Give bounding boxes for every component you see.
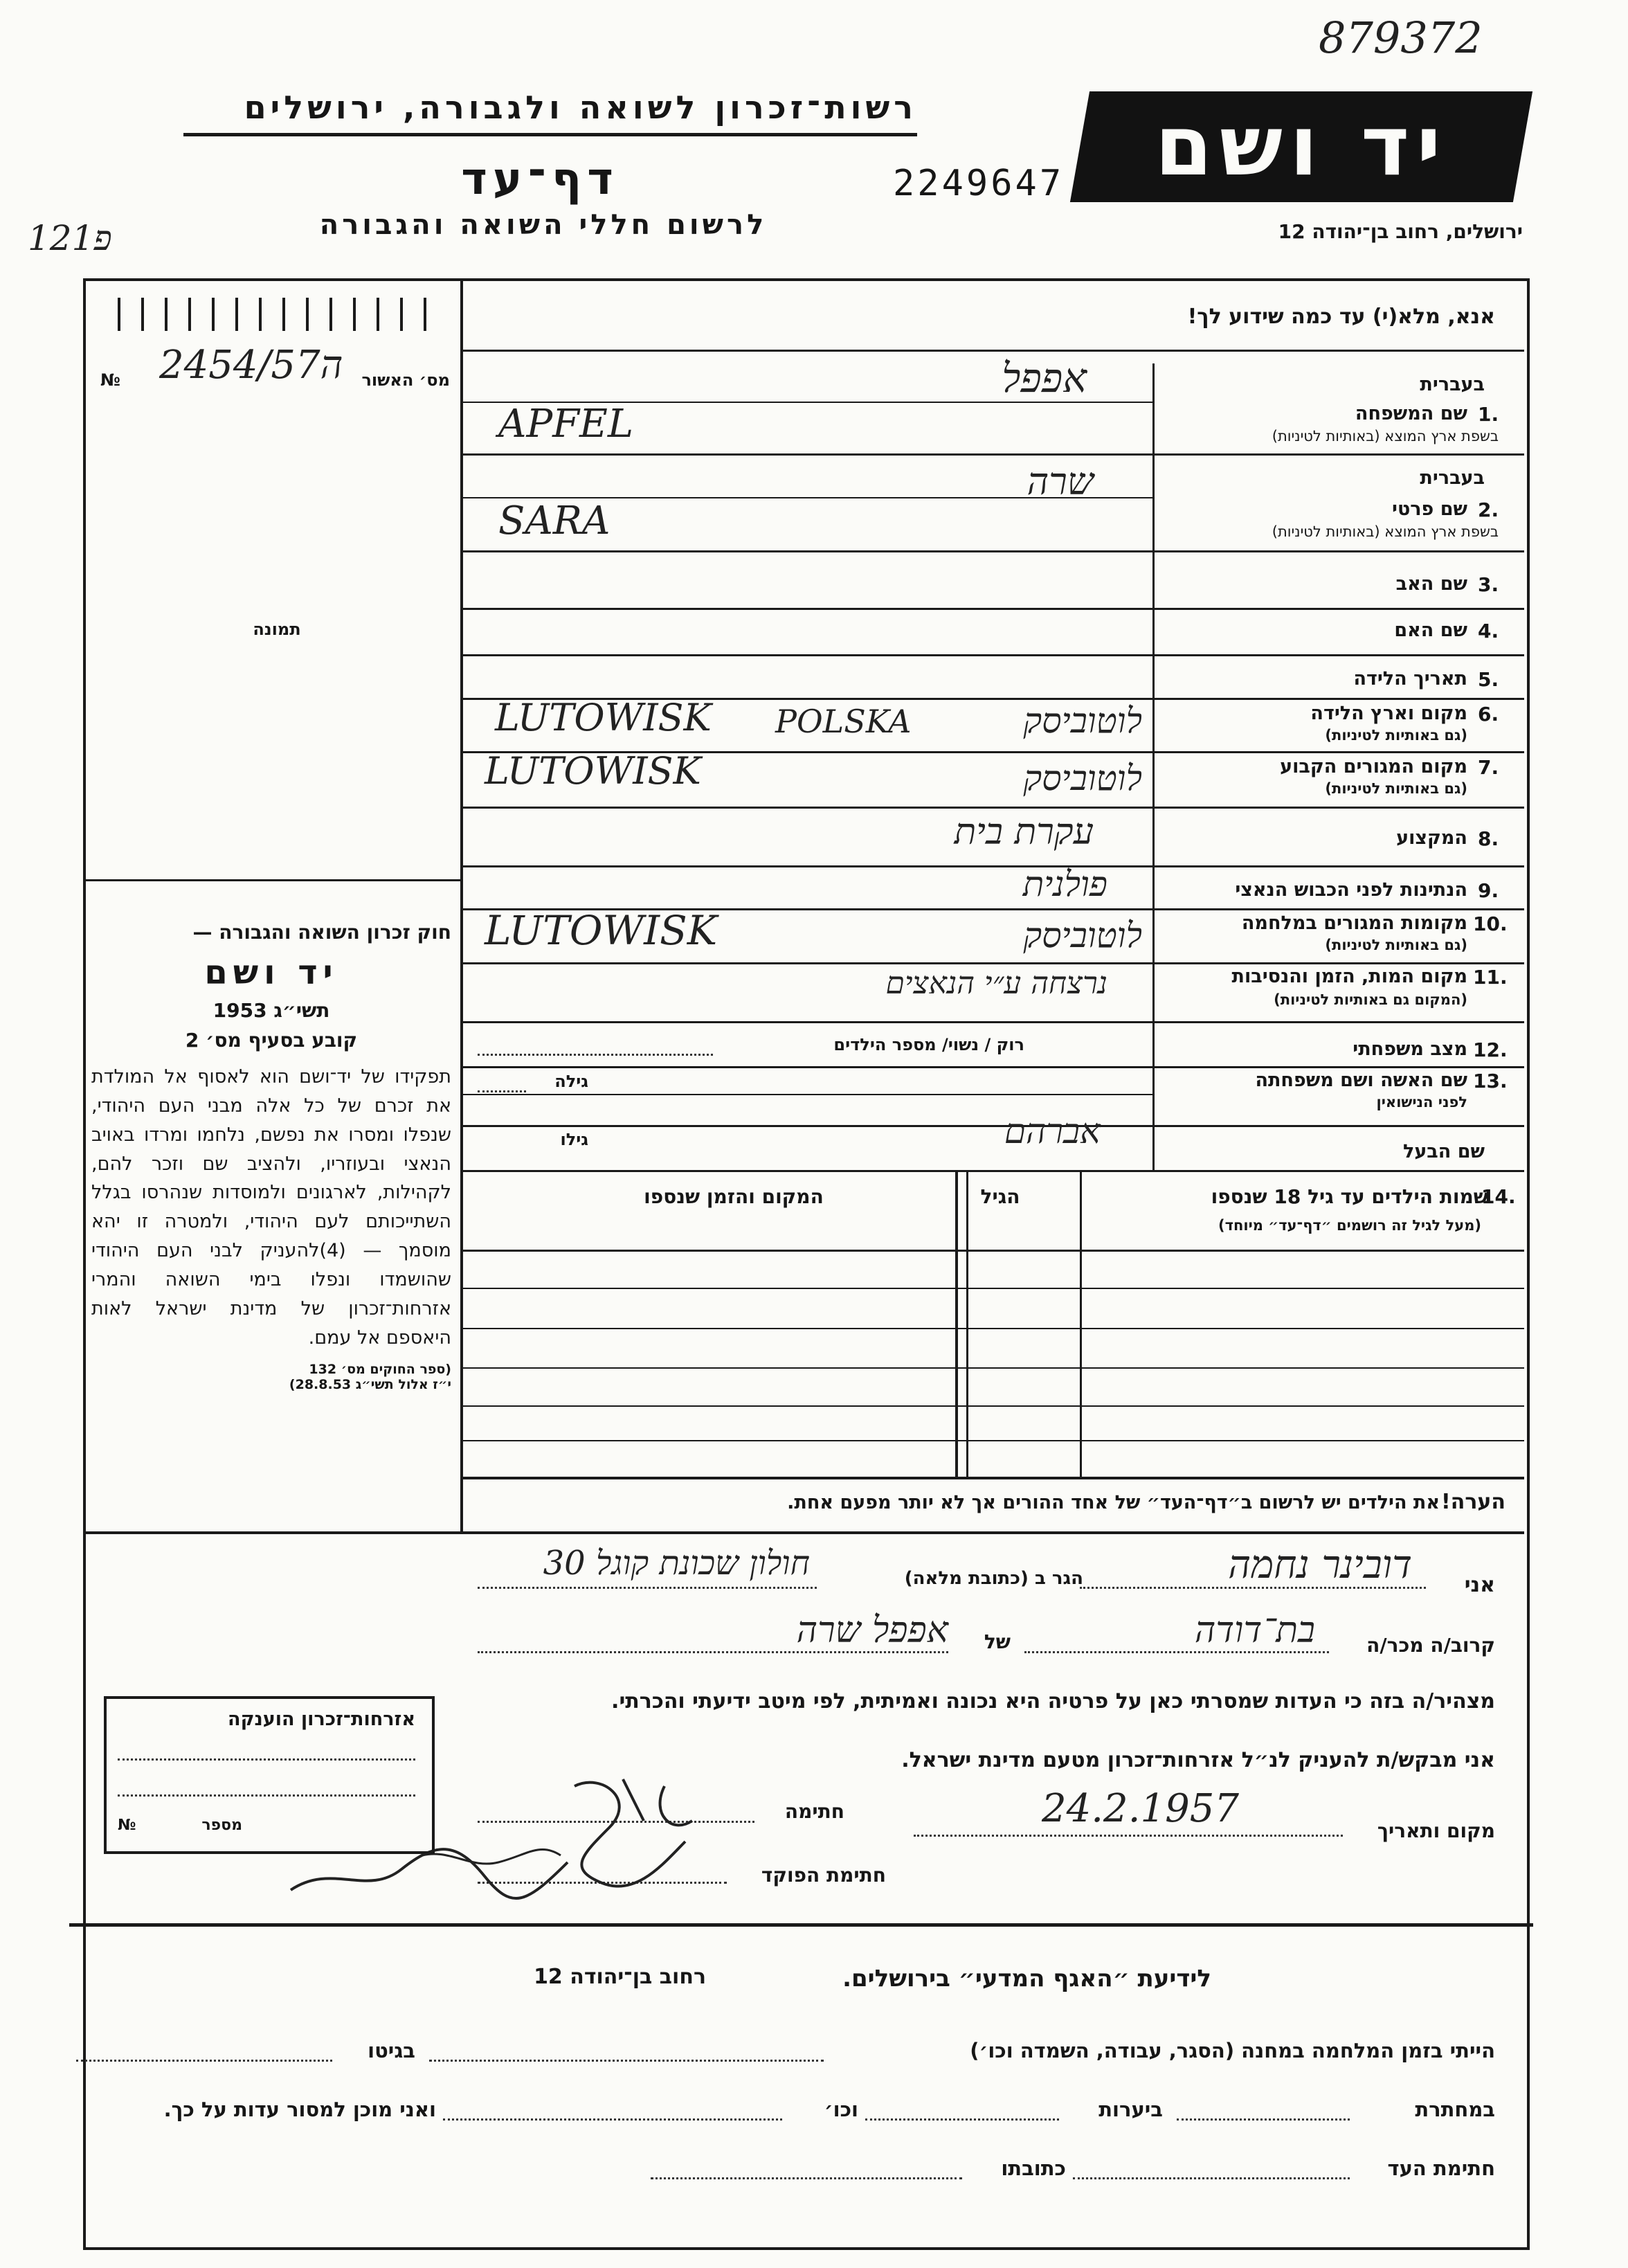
form-subtitle: לרשום חללי השואה והגבורה: [319, 209, 768, 241]
field-2-sub: בשפת ארץ המוצא (באותיות לטיניות): [1272, 523, 1499, 540]
address-value: חולון שכונת קוגל 30: [543, 1544, 810, 1583]
children-sub: (מעל לגיל זה רושמים ״דף־עד״ מיוחד): [1218, 1217, 1481, 1234]
husband-name-label: שם הבעל: [1402, 1141, 1485, 1162]
field-4-value: [485, 615, 1135, 649]
field-3-value: [485, 568, 1135, 602]
field-4-number: 4.: [1478, 620, 1499, 642]
citizenship-no-sign: №: [118, 1817, 136, 1834]
field-7-sub: (גם באותיות לטיניות): [1325, 780, 1467, 797]
field-11-number: 11.: [1473, 966, 1508, 989]
approval-no-sign: №: [100, 370, 120, 390]
law-ref-1: (ספר החוקים מס׳ 132: [309, 1362, 451, 1378]
margin-note: 121פ: [28, 218, 112, 258]
children-place-header: המקום והזמן שנספו: [644, 1185, 824, 1208]
field-9-number: 9.: [1478, 879, 1499, 902]
field-11-sub: (המקום גם באותיות לטיניות): [1274, 991, 1467, 1008]
footer-line1-ghetto: בגיטו: [368, 2039, 415, 2062]
declaration-request: אני מבקש/ת להעניק לנ״ל אזרחות־זכרון מטעם מדינת ישראל.: [901, 1748, 1495, 1772]
field-2-number: 2.: [1478, 498, 1499, 521]
footer-line2-forests: ביערות: [1098, 2098, 1163, 2121]
field-10-value-hebrew: לוטוביסק: [1023, 915, 1142, 955]
field-6-sub: (גם באותיות לטיניות): [1325, 727, 1467, 744]
field-3-label: שם האב: [1395, 573, 1467, 595]
note-label: הערה!: [1441, 1490, 1505, 1514]
footer-line2-ready: ואני מוכן למסור עדות על כך.: [163, 2098, 436, 2121]
field-1-label: [1163, 374, 1485, 395]
of-label: של: [984, 1630, 1011, 1653]
field-7-value-latin: LUTOWISK: [485, 749, 701, 793]
declaration-ani: אני: [1464, 1573, 1495, 1597]
field-10-number: 10.: [1473, 912, 1508, 935]
footer-address-label: כתובתו: [1001, 2157, 1066, 2180]
field-2-name: שם פרטי: [1392, 498, 1467, 520]
field-6-value-hebrew: לוטוביסק: [1023, 701, 1142, 741]
field-1-value-latin: APFEL: [498, 402, 634, 447]
resides-label: הגר ב (כתובת מלאה): [904, 1568, 1083, 1589]
witness-name: דובינר נחמה: [1228, 1542, 1412, 1587]
law-name: יד ושם: [204, 953, 338, 992]
field-9-label: הנתינות לפני הכבוש הנאצי: [1235, 879, 1467, 901]
field-13-sub: לפני הנישואין: [1376, 1094, 1467, 1110]
institution-name: רשות־זכרון לשואה ולגבורה, ירושלים: [244, 89, 917, 126]
field-7-label: מקום המגורים הקבוע: [1280, 756, 1467, 777]
field-1-number: 1.: [1478, 403, 1499, 426]
field-5-label: תאריך הלידה: [1353, 668, 1467, 690]
field-2-hebrew-tag: בעברית: [1420, 467, 1485, 489]
field-1-name: שם המשפחה: [1355, 403, 1467, 424]
intro-text: אנא, מלא(י) עד כמה שידוע לך!: [1187, 305, 1495, 329]
law-year: תשי״ג 1953: [212, 999, 330, 1022]
field-10-value-latin: LUTOWISK: [485, 907, 718, 954]
yad-vashem-logo: [1070, 91, 1532, 202]
footer-line2-underground: במחתרת: [1415, 2098, 1495, 2121]
address: ירושלים, רחוב בן־יהודה 12: [1278, 220, 1523, 243]
footer-witness-signature: חתימת העד: [1387, 2157, 1495, 2180]
field-5-value: [485, 661, 1135, 696]
law-clause: קובע בסעיף מס׳ 2: [185, 1029, 358, 1052]
citizenship-title: אזרחות־זכרון הוענקה: [228, 1709, 415, 1730]
footer-title: לידיעת ״האגף המדעי״ בירושלים.: [842, 1965, 1211, 1992]
field-13-number: 13.: [1473, 1070, 1508, 1092]
husband-name-value: אברהם: [1004, 1111, 1101, 1151]
field-6-number: 6.: [1478, 703, 1499, 726]
field-11-value: נרצחה ע״י הנאצים: [885, 966, 1107, 1001]
field-8-label: המקצוע: [1396, 827, 1467, 849]
law-block: [91, 921, 451, 1392]
field-11-label: מקום המות, הזמן והנסיבות: [1231, 966, 1467, 987]
field-9-value: פולנית: [1022, 864, 1107, 904]
field-8-number: 8.: [1478, 827, 1499, 850]
law-ref-2: י״ז אלול תשי״ג 28.8.53): [289, 1377, 451, 1393]
photo-label: תמונה: [253, 620, 301, 639]
officer-label: חתימת הפוקד: [761, 1864, 886, 1887]
children-age-header: הגיל: [980, 1185, 1020, 1208]
form-number: 2249647: [893, 163, 1065, 204]
field-8-value: עקרת בית: [954, 811, 1094, 853]
field-5-number: 5.: [1478, 668, 1499, 691]
field-3-number: 3.: [1478, 573, 1499, 596]
place-date-label: מקום ותאריך: [1377, 1819, 1495, 1842]
logo-text: יד ושם: [1155, 98, 1448, 195]
husband-age-label: גילו: [560, 1130, 588, 1149]
relation-value: בת־דודה: [1194, 1610, 1315, 1651]
approval-number: 2454/57ה: [159, 343, 343, 388]
form-title: דף־עד: [461, 154, 619, 205]
field-4-label: שם האם: [1394, 620, 1467, 641]
field-6-value-country: POLSKA: [775, 703, 912, 740]
signature-label: חתימה: [784, 1800, 844, 1823]
children-header: שמות הילדים עד גיל 18 שנספו: [1211, 1185, 1488, 1208]
footer-line2-etc: וכו׳: [824, 2098, 858, 2121]
field-1-sub: בשפת ארץ המוצא (באותיות לטיניות): [1272, 428, 1499, 444]
declaration-statement: מצהיר/ה בזה כי העדות שמסרתי כאן על פרטיה היא נכונה ואמיתית, לפי מיטב ידיעתי והכרתי.: [611, 1689, 1495, 1713]
children-number: 14.: [1481, 1185, 1516, 1208]
field-2-value-latin: SARA: [498, 498, 610, 543]
citizenship-number-label: מספר: [201, 1817, 242, 1834]
field-6-value-latin: LUTOWISK: [495, 696, 712, 739]
field-7-value-hebrew: לוטוביסק: [1023, 758, 1142, 798]
note-text: את הילדים יש לרשום ב״דף־העד״ של אחד ההורים אך לא יותר מפעם אחת.: [787, 1492, 1440, 1513]
field-7-number: 7.: [1478, 756, 1499, 779]
field-1-value-hebrew: אפפל: [1002, 354, 1087, 402]
relation-label: קרוב/ה מכר/ה: [1366, 1634, 1495, 1657]
field-10-label: מקומות המגורים במלחמה: [1241, 912, 1467, 934]
archive-number: 879372: [1319, 12, 1483, 63]
footer-address: רחוב בן־יהודה 12: [534, 1965, 706, 1989]
of-value: אפפל שרה: [796, 1610, 948, 1651]
field-12-options: רוק / נשוי/ מספר הילדים: [833, 1035, 1024, 1054]
field-10-sub: (גם באותיות לטיניות): [1325, 937, 1467, 953]
law-title: חוק זכרון השואה והגבורה —: [192, 921, 451, 944]
approval-label: מס׳ האשור: [361, 370, 450, 390]
field-1-hebrew-tag: בעברית: [1420, 374, 1485, 395]
field-12-label: מצב משפחתי: [1353, 1038, 1467, 1060]
field-12-number: 12.: [1473, 1038, 1508, 1061]
field-6-label: מקום וארץ הלידה: [1310, 703, 1467, 724]
law-body: תפקידו של יד־ושם הוא לאסוף אל המולדת את זכרם של כל אלה מבני העם היהודי, שנפלו ומסרו את נפשם, נלחמו ומרדו באויב הנאצי ובעוזריו, ולהציב שם וזכר להם, לקהילות, לארגונים ולמוסדות שנהרסו בגלל השתייכותם לעם היהודי, ולמטרה זו יהא מוסמך — (4)להעניק לבני העם היהודי שהושמדו ונפלו בימי השואה והמרי אזרחות־זכרון של מדינת ישראל לאות היאספם אל עמם.: [91, 1066, 451, 1349]
field-13-age-label: גילה: [554, 1072, 588, 1091]
field-13-label: שם האשה ושם משפחתה: [1255, 1070, 1467, 1091]
date-value: 24.2.1957: [1042, 1786, 1240, 1831]
field-2-value-hebrew: שרה: [1026, 460, 1094, 503]
footer-line1-camp: הייתי בזמן המלחמה במחנה (הסגר, עבודה, השמדה וכו׳): [970, 2039, 1495, 2062]
